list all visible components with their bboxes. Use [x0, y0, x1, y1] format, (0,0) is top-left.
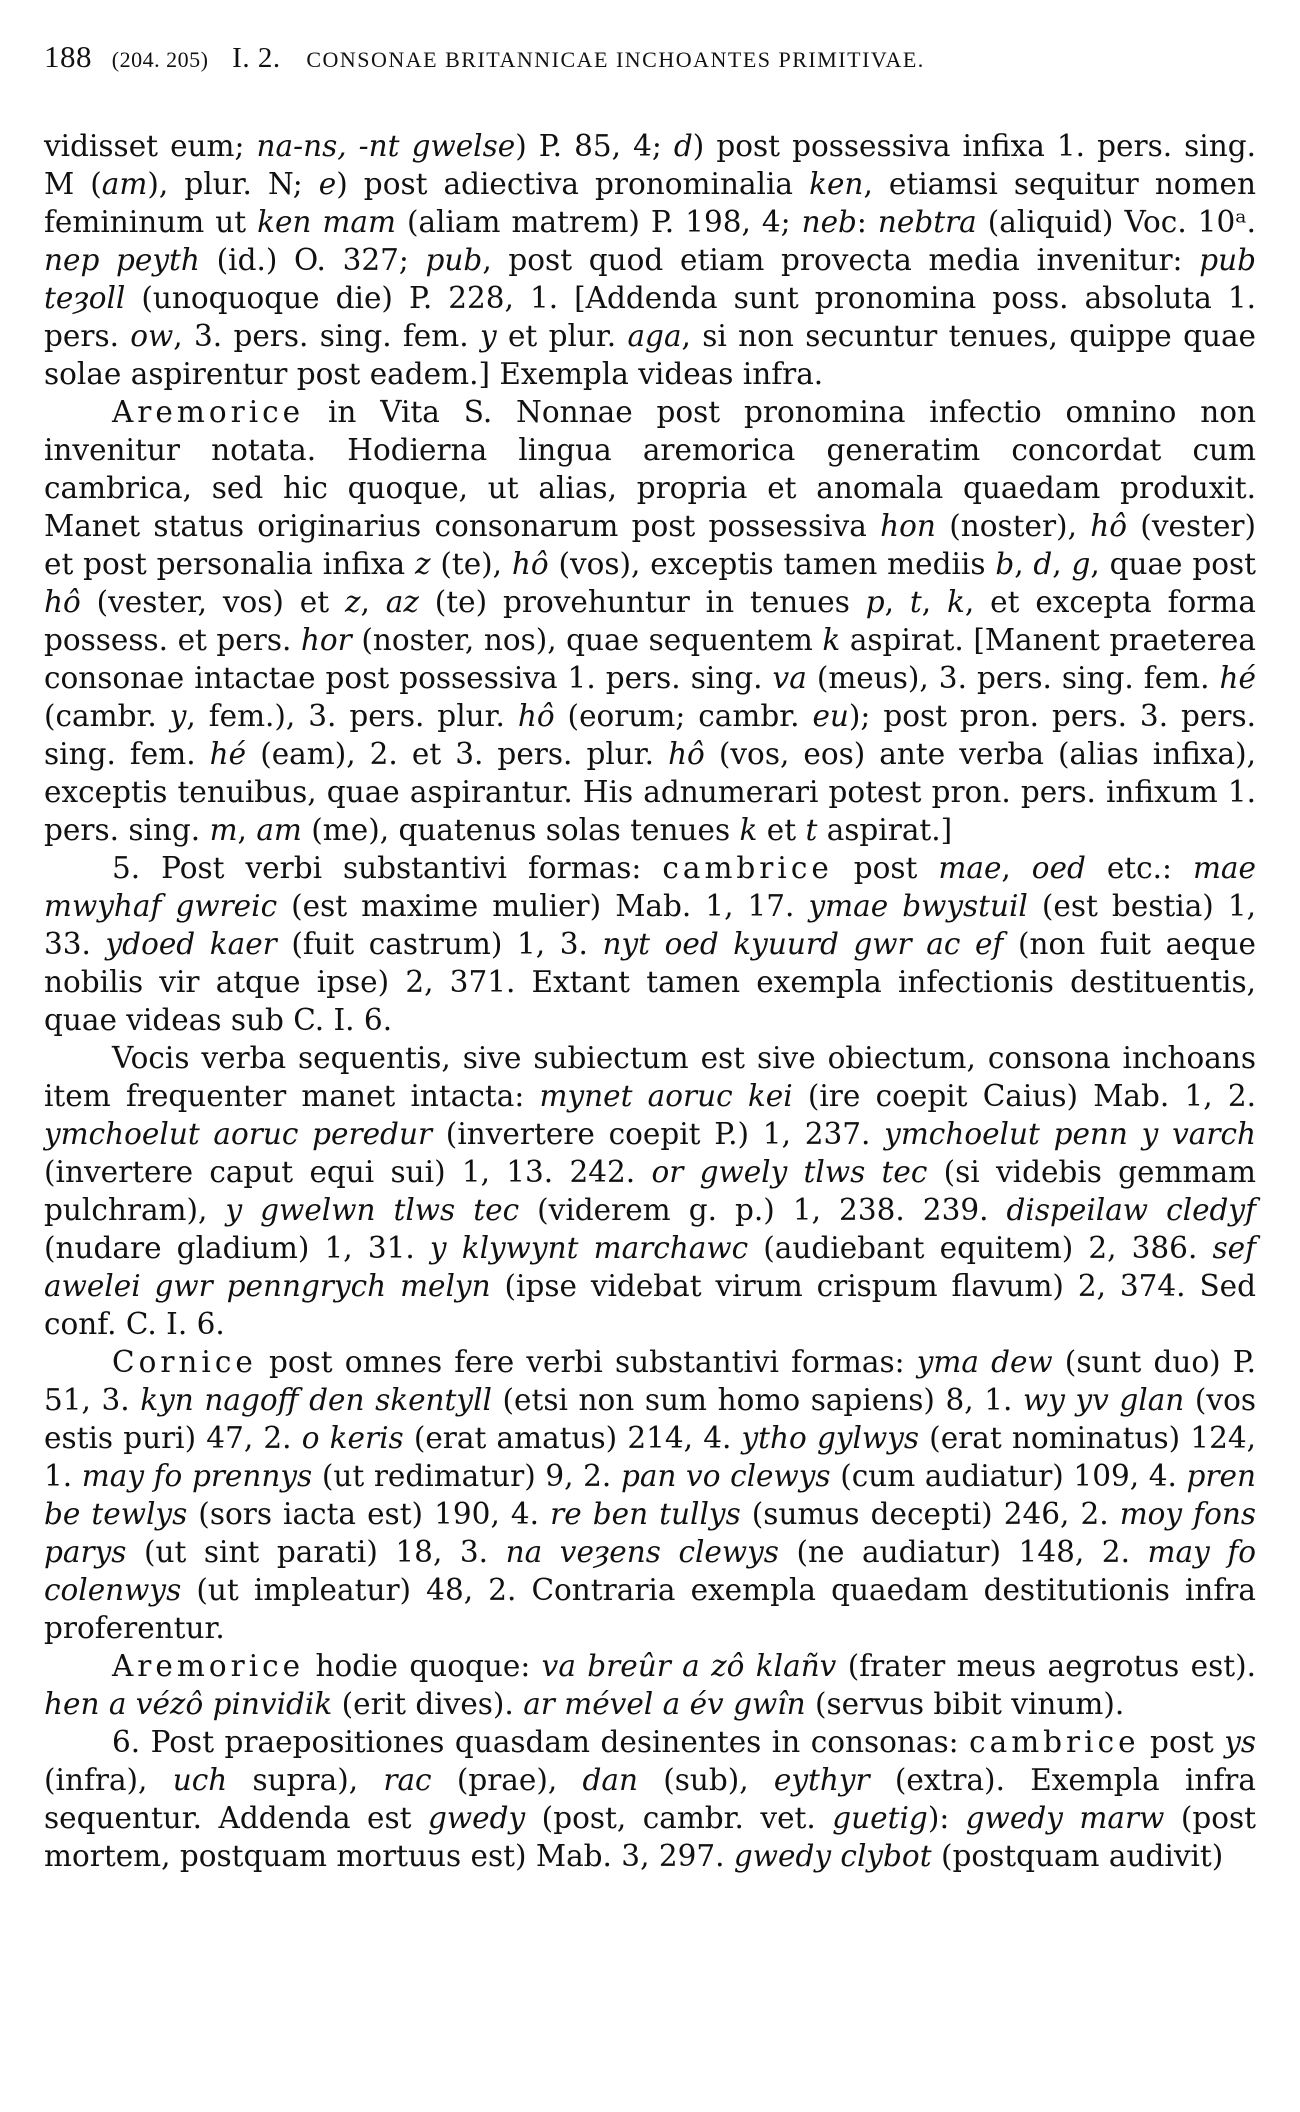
text-run: (me), quatenus solas tenues	[301, 813, 740, 847]
italic-term: b	[995, 547, 1015, 581]
italic-term: hen a vézô pinvidik	[44, 1687, 333, 1721]
italic-term: uch	[172, 1763, 228, 1797]
paragraph	[44, 1647, 1256, 1723]
italic-term: hô	[1090, 509, 1128, 543]
paragraph	[44, 127, 1256, 393]
italic-term: k	[739, 813, 758, 847]
paragraph	[44, 1723, 1256, 1875]
text-run: (viderem g. p.) 1, 238. 239.	[519, 1193, 1007, 1227]
text-run: et plur.	[496, 319, 628, 353]
italic-term: y gwelwn tlws tec	[225, 1193, 520, 1227]
text-run: (meus), 3. pers. sing. fem.	[806, 661, 1220, 695]
text-run: ,	[237, 813, 257, 847]
italic-term: ymae bwystuil	[808, 889, 1028, 923]
italic-term: pub teȝoll	[44, 243, 1256, 315]
text-run: (postquam audivit)	[931, 1839, 1224, 1873]
italic-term: hô	[511, 547, 549, 581]
text-run: hodie quoque:	[304, 1649, 542, 1683]
text-run: , fem.), 3. pers. plur.	[186, 699, 518, 733]
text-run: in Vita S. Nonnae post pronomina infectio omnino non invenitur notata. Hodierna lingua aremorica generatim concordat cum cambrica, sed hic quoque, ut alias, propria et anomala quaedam produxit. Manet status originarius consonarum post possessiva	[44, 395, 1256, 543]
running-header	[44, 38, 1256, 79]
italic-term: hé	[209, 737, 247, 771]
text-run: (noster, nos), quae sequentem	[351, 623, 823, 657]
text-run: (est bestia) 1, 33.	[44, 889, 1256, 961]
italic-term: ymchoelut aoruc peredur	[44, 1117, 433, 1151]
italic-term: d	[1033, 547, 1053, 581]
text-run: ,	[921, 585, 948, 619]
text-run: , 3. pers. sing. fem.	[173, 319, 480, 353]
italic-term: am	[256, 813, 302, 847]
italic-term: k	[947, 585, 965, 619]
text-run: (vos, eos) ante verba (alias infixa), exceptis tenuibus, quae aspirantur. His adnumerari potest pron. pers. infixum 1. pers. sing.	[44, 737, 1256, 847]
text-run: (te),	[430, 547, 512, 581]
text-run: (invertere coepit P.) 1, 237.	[432, 1117, 885, 1151]
italic-term: nep peyth	[44, 243, 200, 277]
italic-term: nyt oed kyuurd gwr ac ef	[602, 927, 1004, 961]
page	[44, 20, 1256, 1875]
text-run: etc.:	[1085, 851, 1193, 885]
italic-term: guetig	[832, 1801, 928, 1835]
text-run: 5. Post verbi substantivi formas:	[112, 851, 663, 885]
text-run: 6. Post praepositiones quasdam desinentes in consonas:	[112, 1725, 970, 1759]
italic-term: moy fons parys	[44, 1497, 1256, 1569]
italic-term: t	[805, 813, 818, 847]
text-run: Vocis verba sequentis, sive subiectum est sive obiectum, consona inchoans item frequenter manet intacta:	[44, 1041, 1256, 1113]
text-run: ,	[1001, 851, 1032, 885]
spaced-term: cambrice	[662, 851, 833, 885]
text-run: aspirat. [Manent praeterea consonae intactae post possessiva 1. pers. sing.	[44, 623, 1256, 695]
italic-term: na-ns, -nt gwelse	[256, 129, 516, 163]
text-run: post	[832, 851, 939, 885]
italic-term: eythyr	[773, 1763, 870, 1797]
italic-term: mynet aoruc kei	[539, 1079, 793, 1113]
text-run: , et excepta forma possess. et pers.	[44, 585, 1256, 657]
italic-term: y klywynt marchawc	[429, 1231, 749, 1265]
italic-term: ken mam	[257, 205, 396, 239]
page-refs: (204. 205)	[111, 47, 209, 72]
italic-term: mae mwyhaf gwreic	[44, 851, 1256, 923]
text-run: , etiamsi sequitur nomen femininum ut	[44, 167, 1257, 239]
text-run: post omnes fere verbi substantivi formas:	[256, 1345, 917, 1379]
italic-term: ys	[1224, 1725, 1257, 1759]
italic-term: nebtra	[877, 205, 977, 239]
italic-term: rac	[383, 1763, 432, 1797]
paragraph	[44, 849, 1256, 1039]
spaced-term: Cornice	[112, 1345, 257, 1379]
text-run: (vester, vos) et	[80, 585, 345, 619]
text-run: (fuit castrum) 1, 3.	[276, 927, 603, 961]
italic-term: z	[344, 585, 361, 619]
italic-term: hô	[517, 699, 555, 733]
text-run: (vos), exceptis tamen mediis	[548, 547, 996, 581]
text-run: (servus bibit vinum).	[805, 1687, 1125, 1721]
text-run: vidisset eum;	[44, 129, 257, 163]
italic-term: gwedy clybot	[733, 1839, 932, 1873]
italic-term: t	[909, 585, 922, 619]
text-run: (post, cambr. vet.	[525, 1801, 833, 1835]
italic-term: may fo colenwys	[44, 1535, 1257, 1607]
italic-term: y	[169, 699, 187, 733]
italic-term: z	[414, 547, 431, 581]
text-run: (nudare gladium) 1, 31.	[44, 1231, 430, 1265]
text-run: ,	[884, 585, 910, 619]
italic-term: ar mével a év gwîn	[523, 1687, 806, 1721]
paragraph	[44, 1343, 1256, 1647]
text-run: (ipse videbat virum crispum flavum) 2, 374. Sed conf. C. I. 6.	[44, 1269, 1257, 1341]
italic-term: m	[209, 813, 238, 847]
text-run: et	[757, 813, 806, 847]
italic-term: aga	[627, 319, 682, 353]
italic-term: hô	[668, 737, 705, 771]
italic-term: eu	[812, 699, 849, 733]
italic-term: hô	[44, 585, 81, 619]
text-run: (erat nominatus) 124, 1.	[44, 1421, 1256, 1493]
page-title: CONSONAE BRITANNICAE INCHOANTES PRIMITIVAE.	[306, 47, 925, 72]
spaced-term: cambrice	[969, 1725, 1140, 1759]
italic-term: ydoed kaer	[105, 927, 277, 961]
italic-term: dispeilaw cledyf	[1006, 1193, 1256, 1227]
italic-term: y	[479, 319, 497, 353]
italic-term: e	[318, 167, 337, 201]
italic-term: oed	[1031, 851, 1086, 885]
text-run: ,	[360, 585, 386, 619]
italic-term: dan	[582, 1763, 638, 1797]
italic-term: am	[101, 167, 148, 201]
text-run: :	[856, 205, 878, 239]
italic-term: ken	[809, 167, 864, 201]
body-text	[44, 127, 1256, 1875]
text-run: , si non secuntur tenues, quippe quae solae aspirentur post eadem.] Exempla videas infra.	[44, 319, 1256, 391]
text-run: ,	[1014, 547, 1034, 581]
text-run: (unoquoque die) P. 228, 1. [Addenda sunt pronomina poss. absoluta 1. pers.	[44, 281, 1256, 353]
italic-term: pren be tewlys	[44, 1459, 1256, 1531]
text-run: (vos estis puri) 47, 2.	[44, 1383, 1256, 1455]
text-run: (eam), 2. et 3. pers. plur.	[246, 737, 669, 771]
text-run: (infra),	[44, 1763, 173, 1797]
italic-term: neb	[801, 205, 857, 239]
italic-term: ymchoelut penn y varch	[884, 1117, 1256, 1151]
text-run: (audiebant equitem) 2, 386.	[748, 1231, 1213, 1265]
italic-term: az	[385, 585, 419, 619]
text-run: (frater meus aegrotus est).	[836, 1649, 1257, 1683]
paragraph	[44, 1039, 1256, 1343]
italic-term: gwedy marw	[965, 1801, 1165, 1835]
text-run: (post mortem, postquam mortuus est) Mab. 3, 297.	[44, 1801, 1257, 1873]
section-number: I. 2.	[232, 42, 281, 74]
text-run: (ut sint parati) 18, 3.	[126, 1535, 506, 1569]
italic-term: ow	[130, 319, 174, 353]
text-run: (aliam matrem) P. 198, 4;	[395, 205, 802, 239]
spaced-term: Aremorice	[112, 1649, 305, 1683]
italic-term: p	[865, 585, 885, 619]
text-run: supra),	[227, 1763, 384, 1797]
text-run: (te) provehuntur in tenues	[418, 585, 866, 619]
text-run: (sumus decepti) 246, 2.	[740, 1497, 1120, 1531]
text-run: ) post adiectiva pronominalia	[336, 167, 810, 201]
italic-term: ytho gylwys	[741, 1421, 920, 1455]
italic-term: pan vo clewys	[620, 1459, 831, 1493]
italic-term: hor	[300, 623, 352, 657]
text-run: ,	[1052, 547, 1072, 581]
italic-term: hon	[880, 509, 936, 543]
text-run: ), plur. N;	[147, 167, 319, 201]
italic-term: d	[673, 129, 693, 163]
text-run: (prae),	[431, 1763, 583, 1797]
text-run: (cambr.	[44, 699, 170, 733]
italic-term: or gwely tlws tec	[651, 1155, 928, 1189]
italic-term: kyn nagoff den skentyll	[140, 1383, 492, 1417]
spaced-term: Aremorice	[112, 395, 305, 429]
text-run: aspirat.]	[817, 813, 953, 847]
text-run: (cum audiatur) 109, 4.	[830, 1459, 1187, 1493]
text-run: (si videbis gemmam pulchram),	[44, 1155, 1257, 1227]
text-run: ); post pron. pers. 3. pers. sing. fem.	[44, 699, 1256, 771]
text-run: (vester) et post personalia infixa	[44, 509, 1257, 581]
italic-term: va breûr a zô klañv	[541, 1649, 837, 1683]
text-run: , quae post	[1090, 547, 1256, 581]
text-run: (sunt duo) P. 51, 3.	[44, 1345, 1256, 1417]
text-run: ) post possessiva infixa 1. pers. sing. M (	[44, 129, 1256, 201]
text-run: (ut impleatur) 48, 2. Contraria exempla quaedam destitutionis infra proferentur.	[44, 1573, 1256, 1645]
text-run: (non fuit aeque nobilis vir atque ipse) 2, 371. Extant tamen exempla infectionis destituentis, quae videas sub C. I. 6.	[44, 927, 1256, 1037]
italic-term: k	[822, 623, 841, 657]
italic-term: na veȝens clewys	[505, 1535, 779, 1569]
text-run: (extra). Exempla infra sequentur. Addenda est	[44, 1763, 1256, 1835]
italic-term: re ben tullys	[550, 1497, 741, 1531]
italic-term: yma dew	[916, 1345, 1053, 1379]
paragraph	[44, 393, 1256, 849]
text-run: (erat amatus) 214, 4.	[403, 1421, 742, 1455]
italic-term: mae	[938, 851, 1002, 885]
text-run: (sub),	[637, 1763, 774, 1797]
text-run: (invertere caput equi sui) 1, 13. 242.	[44, 1155, 652, 1189]
italic-term: va	[772, 661, 807, 695]
text-run: (erit dives).	[332, 1687, 524, 1721]
text-run: , post quod etiam provecta media invenitur:	[482, 243, 1200, 277]
text-run: (eorum; cambr.	[554, 699, 813, 733]
italic-term: g	[1071, 547, 1091, 581]
text-run: (noster),	[935, 509, 1091, 543]
page-number: 188	[44, 39, 92, 74]
text-run: (ut redimatur) 9, 2.	[312, 1459, 621, 1493]
text-run: (etsi non sum homo sapiens) 8, 1.	[491, 1383, 1023, 1417]
italic-term: wy yv glan	[1022, 1383, 1185, 1417]
italic-term: pub	[425, 243, 483, 277]
text-run: post	[1139, 1725, 1225, 1759]
text-run: (id.) O. 327;	[199, 243, 426, 277]
text-run: ) P. 85, 4;	[515, 129, 674, 163]
text-run: (est maxime mulier) Mab. 1, 17.	[277, 889, 809, 923]
text-run: ):	[927, 1801, 966, 1835]
italic-term: hé	[1219, 661, 1256, 695]
text-run: (ne audiatur) 148, 2.	[778, 1535, 1148, 1569]
italic-term: o keris	[301, 1421, 404, 1455]
italic-term: may fo prennys	[81, 1459, 313, 1493]
italic-term: sef awelei gwr penngrych melyn	[44, 1231, 1256, 1303]
text-run: (ire coepit Caius) Mab. 1, 2.	[792, 1079, 1256, 1113]
text-run: (sors iacta est) 190, 4.	[187, 1497, 551, 1531]
text-run: (aliquid) Voc. 10ᵃ.	[976, 205, 1256, 239]
italic-term: gwedy	[428, 1801, 526, 1835]
